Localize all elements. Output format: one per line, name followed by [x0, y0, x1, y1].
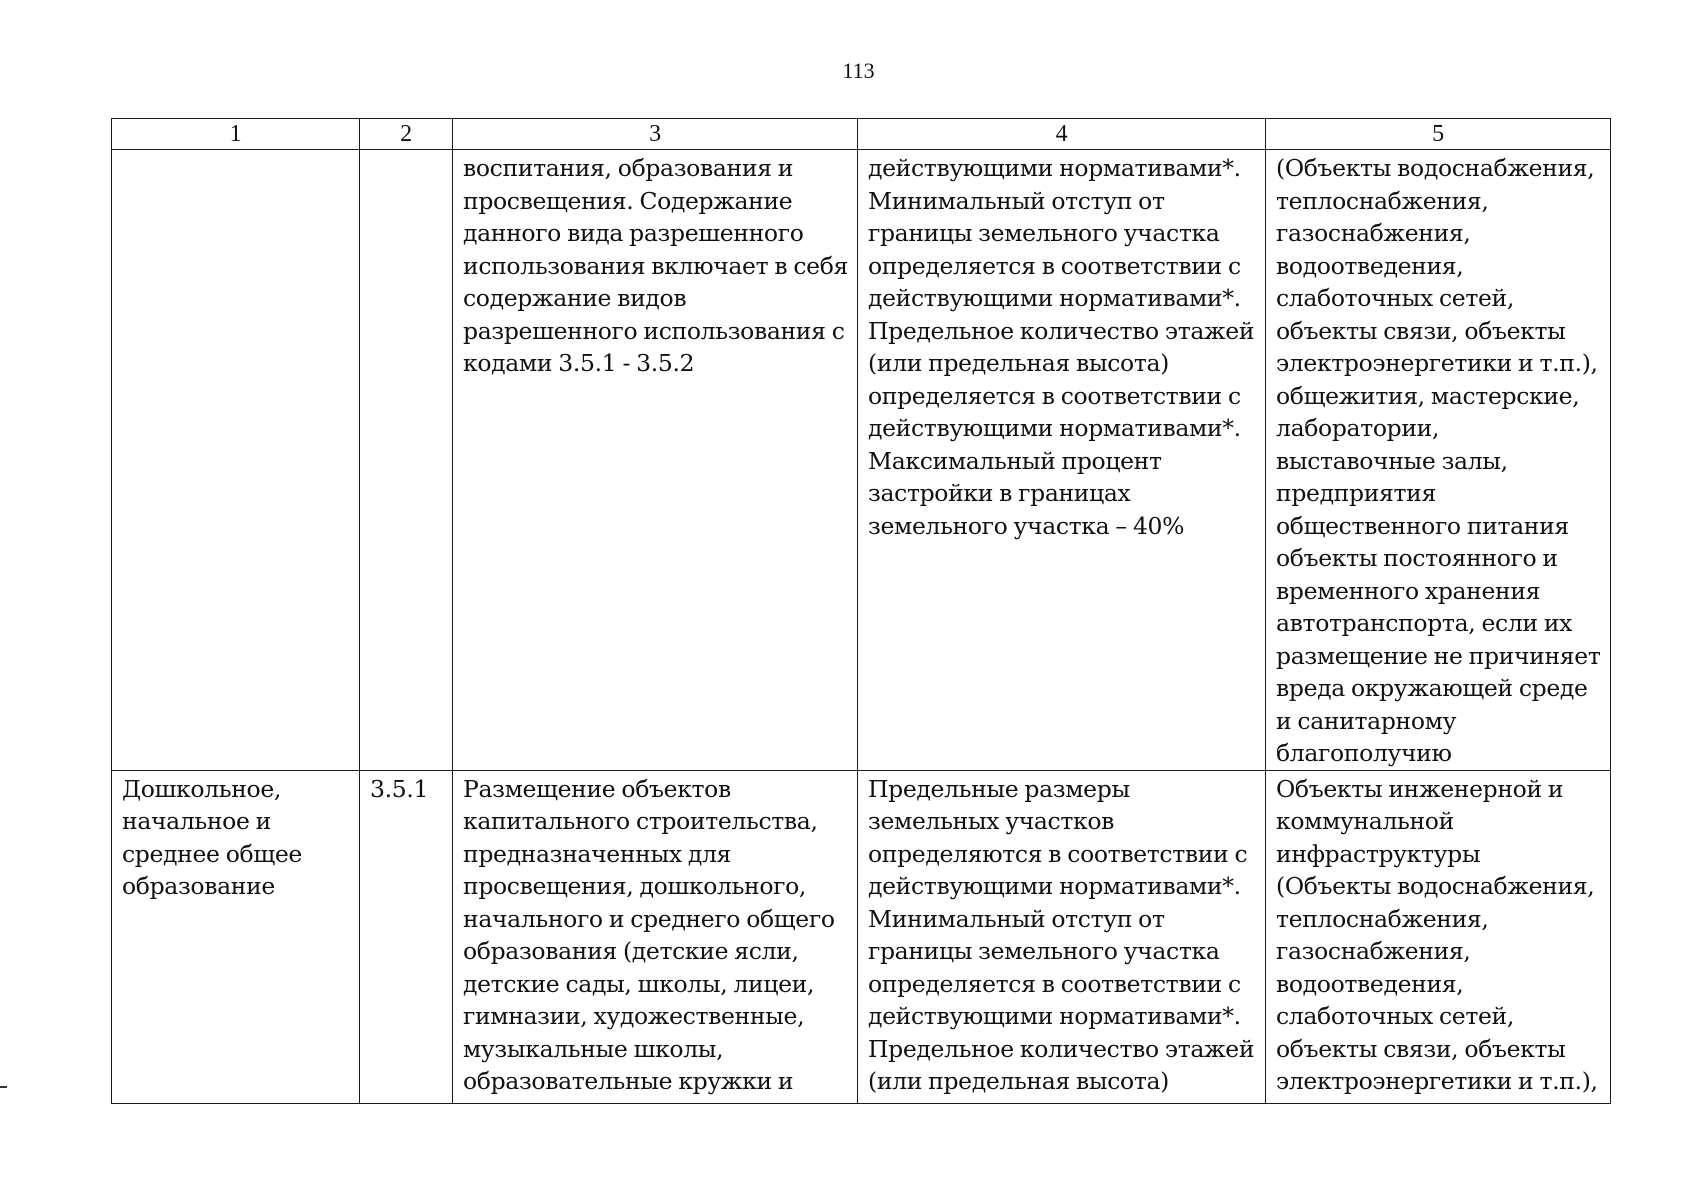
cell-text-line: водоотведения,: [1276, 969, 1464, 998]
cell-text-line: начальное и: [122, 807, 271, 835]
cell-text-line: образование: [122, 872, 275, 900]
cell-text-line: гимназии, художественные,: [463, 1002, 805, 1030]
row1-description-cell: [453, 150, 858, 771]
cell-text-line: Минимальный отступ от: [868, 186, 1165, 215]
cell-text-line: действующими нормативами*.: [868, 414, 1241, 442]
cell-text-line: земельных участков: [868, 807, 1115, 835]
cell-text-line: Предельное количество этажей: [868, 316, 1255, 345]
row2-auxiliary-uses-cell: [1266, 770, 1611, 1103]
cell-text-line: 3.5.1: [370, 774, 429, 803]
cell-text-line: образовательные кружки и: [463, 1067, 794, 1095]
header-col-5: 5: [1266, 119, 1611, 150]
cell-text-line: лаборатории,: [1276, 414, 1440, 442]
cell-text-line: действующими нормативами*.: [868, 1002, 1241, 1030]
cell-text-line: Минимальный отступ от: [868, 904, 1165, 933]
cell-text-line: музыкальные школы,: [463, 1034, 724, 1063]
cell-text-line: общежития, мастерские,: [1276, 381, 1580, 410]
header-col-1: 1: [112, 119, 360, 150]
cell-text-line: временного хранения: [1276, 576, 1541, 605]
row1-auxiliary-uses-cell: [1266, 150, 1611, 771]
row1-col2-cell: [360, 150, 453, 771]
cell-text-line: предприятия: [1276, 479, 1436, 507]
cell-text-line: (Объекты водоснабжения,: [1276, 154, 1595, 182]
table-row: [112, 150, 1611, 771]
cell-text-line: земельного участка – 40%: [868, 511, 1185, 540]
cell-text-line: общественного питания: [1276, 511, 1569, 540]
cell-text-line: границы земельного участка: [868, 937, 1220, 965]
margin-mark: [0, 1086, 7, 1088]
cell-text-line: объекты связи, объекты: [1276, 316, 1566, 345]
header-col-3: 3: [453, 119, 858, 150]
cell-text-line: благополучию: [1276, 739, 1452, 767]
cell-text-line: использования включает в себя: [463, 251, 849, 280]
cell-text-line: начального и среднего общего: [463, 904, 835, 933]
cell-text-line: разрешенного использования с: [463, 316, 845, 345]
cell-text-line: выставочные залы,: [1276, 446, 1508, 475]
row1-parameters-cell: [858, 150, 1266, 771]
cell-text-line: теплоснабжения,: [1276, 904, 1489, 933]
table-row: [112, 770, 1611, 1103]
cell-text-line: определяется в соответствии с: [868, 381, 1241, 410]
cell-text-line: Размещение объектов: [463, 774, 731, 803]
cell-text-line: детские сады, школы, лицеи,: [463, 969, 815, 998]
cell-text-line: и санитарному: [1276, 706, 1457, 735]
cell-text-line: действующими нормативами*.: [868, 154, 1241, 182]
cell-text-line: содержание видов: [463, 284, 687, 312]
cell-text-line: газоснабжения,: [1276, 219, 1471, 247]
cell-text-line: автотранспорта, если их: [1276, 609, 1573, 637]
cell-text-line: слаботочных сетей,: [1276, 284, 1514, 312]
row2-use-name-cell: [112, 770, 360, 1103]
zoning-table: [111, 118, 1611, 1104]
cell-text-line: коммунальной: [1276, 807, 1454, 835]
cell-text-line: границы земельного участка: [868, 219, 1220, 247]
cell-text-line: капитального строительства,: [463, 807, 818, 835]
cell-text-line: вреда окружающей среде: [1276, 674, 1588, 702]
cell-text-line: (Объекты водоснабжения,: [1276, 872, 1595, 900]
cell-text-line: данного вида разрешенного: [463, 219, 804, 247]
header-col-4: 4: [858, 119, 1266, 150]
cell-text-line: среднее общее: [122, 839, 302, 868]
cell-text-line: кодами 3.5.1 - 3.5.2: [463, 349, 695, 377]
cell-text-line: объекты постоянного и: [1276, 544, 1558, 572]
cell-text-line: водоотведения,: [1276, 251, 1464, 280]
cell-text-line: образования (детские ясли,: [463, 937, 799, 965]
table-header-row: [112, 119, 1611, 150]
cell-text-line: определяется в соответствии с: [868, 251, 1241, 280]
cell-text-line: просвещения, дошкольного,: [463, 872, 807, 900]
cell-text-line: электроэнергетики и т.п.),: [1276, 349, 1598, 377]
cell-text-line: размещение не причиняет: [1276, 641, 1601, 670]
cell-text-line: теплоснабжения,: [1276, 186, 1489, 215]
cell-text-line: действующими нормативами*.: [868, 284, 1241, 312]
cell-text-line: объекты связи, объекты: [1276, 1034, 1566, 1063]
cell-text-line: слаботочных сетей,: [1276, 1002, 1514, 1030]
cell-text-line: определяется в соответствии с: [868, 969, 1241, 998]
cell-text-line: электроэнергетики и т.п.),: [1276, 1067, 1598, 1095]
cell-text-line: просвещения. Содержание: [463, 186, 793, 215]
cell-text-line: определяются в соответствии с: [868, 839, 1248, 868]
row1-col1-cell: [112, 150, 360, 771]
cell-text-line: (или предельная высота): [868, 1067, 1169, 1095]
row2-code-cell: [360, 770, 453, 1103]
page-number: 113: [842, 58, 875, 83]
cell-text-line: газоснабжения,: [1276, 937, 1471, 965]
cell-text-line: Максимальный процент: [868, 446, 1162, 475]
cell-text-line: действующими нормативами*.: [868, 872, 1241, 900]
cell-text-line: Предельные размеры: [868, 774, 1130, 803]
cell-text-line: Объекты инженерной и: [1276, 774, 1564, 803]
cell-text-line: предназначенных для: [463, 839, 732, 868]
cell-text-line: (или предельная высота): [868, 349, 1169, 377]
cell-text-line: застройки в границах: [868, 479, 1131, 507]
cell-text-line: Предельное количество этажей: [868, 1034, 1255, 1063]
cell-text-line: инфраструктуры: [1276, 839, 1481, 868]
row2-parameters-cell: [858, 770, 1266, 1103]
header-col-2: 2: [360, 119, 453, 150]
cell-text-line: Дошкольное,: [122, 774, 281, 803]
cell-text-line: воспитания, образования и: [463, 154, 794, 182]
row2-description-cell: [453, 770, 858, 1103]
